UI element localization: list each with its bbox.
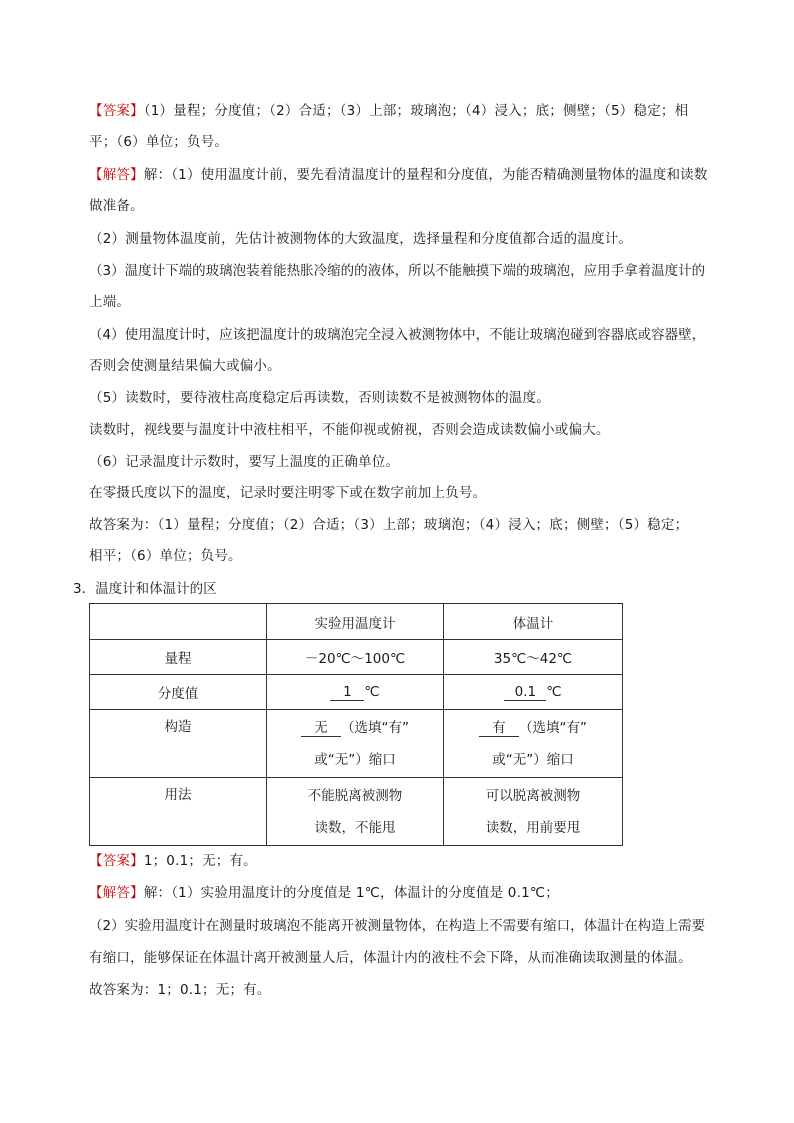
q3-solution-line-1: 【解答】解：（1）实验用温度计的分度值是 1℃，体温计的分度值是 0.1℃； (89, 885, 559, 901)
question-3-title: 3．温度计和体温计的区 (73, 581, 217, 597)
row-label: 量程 (90, 640, 267, 675)
fill-blank: 有 (479, 720, 519, 737)
row-label: 构造 (90, 710, 267, 778)
table-row-range (90, 640, 623, 675)
paragraph-4-line-2: 否则会使测量结果偏大或偏小。 (89, 358, 281, 374)
unit-label: ℃ (364, 683, 380, 700)
table-header-row (90, 604, 623, 640)
row-label: 用法 (90, 778, 267, 846)
q3-answer-line: 【答案】1；0.1；无；有。 (89, 853, 257, 869)
paragraph-6-line-2: 在零摄氏度以下的温度，记录时要注明零下或在数字前加上负号。 (89, 485, 487, 501)
table-cell: 35℃～42℃ (444, 640, 623, 675)
solution-line-2: 做准备。 (89, 198, 144, 214)
row-label: 分度值 (90, 675, 267, 710)
final-answer-line-2: 相平；（6）单位；负号。 (89, 548, 242, 564)
final-answer-line-1: 故答案为：（1）量程；分度值；（2）合适；（3）上部；玻璃泡；（4）浸入；底；侧壁；（5）稳定； (89, 517, 689, 533)
solution-line-1: 【解答】解：（1）使用温度计前，要先看清温度计的量程和分度值，为能否精确测量物体的温度和读数 (89, 167, 708, 183)
table-cell: 可以脱离被测物 读数，用前要甩 (444, 778, 623, 846)
answer-line-1: 【答案】（1）量程；分度值；（2）合适；（3）上部；玻璃泡；（4）浸入；底；侧壁；（5）稳定；相 (89, 103, 689, 119)
unit-label: ℃ (546, 683, 562, 700)
table-row-usage (90, 778, 623, 846)
table-row-structure (90, 710, 623, 778)
table-cell: －20℃～100℃ (267, 640, 444, 675)
table-header-cell (90, 604, 267, 640)
table-cell (267, 675, 444, 710)
q3-solution-line-2: （2）实验用温度计在测量时玻璃泡不能离开被测量物体，在构造上不需要有缩口，体温计在构造上需要 (89, 918, 706, 934)
table-cell: 有 （选填“有” 或“无”）缩口 (444, 710, 623, 778)
fill-blank: 无 (301, 720, 341, 737)
solution-tag: 【解答】 (89, 885, 144, 901)
paragraph-4-line-1: （4）使用温度计时，应该把温度计的玻璃泡完全浸入被测物体中，不能让玻璃泡碰到容器底或容器壁， (89, 327, 706, 343)
answer-line-2: 平；（6）单位；负号。 (89, 134, 229, 150)
paragraph-5-line-2: 读数时，视线要与温度计中液柱相平，不能仰视或俯视，否则会造成读数偏小或偏大。 (89, 422, 610, 438)
q3-solution-line-3: 有缩口，能够保证在体温计离开被测量人后，体温计内的液柱不会下降，从而准确读取测量的体温。 (89, 950, 692, 966)
table-row-division (90, 675, 623, 710)
paragraph-5-line-1: （5）读数时，要待液柱高度稳定后再读数，否则读数不是被测物体的温度。 (89, 390, 550, 406)
table-header-cell: 实验用温度计 (267, 604, 444, 640)
paragraph-3-line-2: 上端。 (89, 294, 131, 310)
table-cell (444, 675, 623, 710)
table-cell: 不能脱离被测物 读数，不能甩 (267, 778, 444, 846)
fill-blank: 1 (330, 684, 364, 701)
q3-final-answer: 故答案为：1；0.1；无；有。 (89, 982, 271, 998)
answer-tag: 【答案】 (89, 103, 144, 119)
table-header-cell: 体温计 (444, 604, 623, 640)
comparison-table (89, 603, 623, 846)
answer-tag: 【答案】 (89, 853, 144, 869)
paragraph-6-line-1: （6）记录温度计示数时，要写上温度的正确单位。 (89, 454, 400, 470)
paragraph-3-line-1: （3）温度计下端的玻璃泡装着能热胀冷缩的的液体，所以不能触摸下端的玻璃泡，应用手拿着温度计的 (89, 263, 706, 279)
paragraph-2: （2）测量物体温度前，先估计被测物体的大致温度，选择量程和分度值都合适的温度计。 (89, 231, 633, 247)
solution-tag: 【解答】 (89, 167, 144, 183)
fill-blank: 0.1 (504, 684, 546, 701)
table-cell: 无 （选填“有” 或“无”）缩口 (267, 710, 444, 778)
